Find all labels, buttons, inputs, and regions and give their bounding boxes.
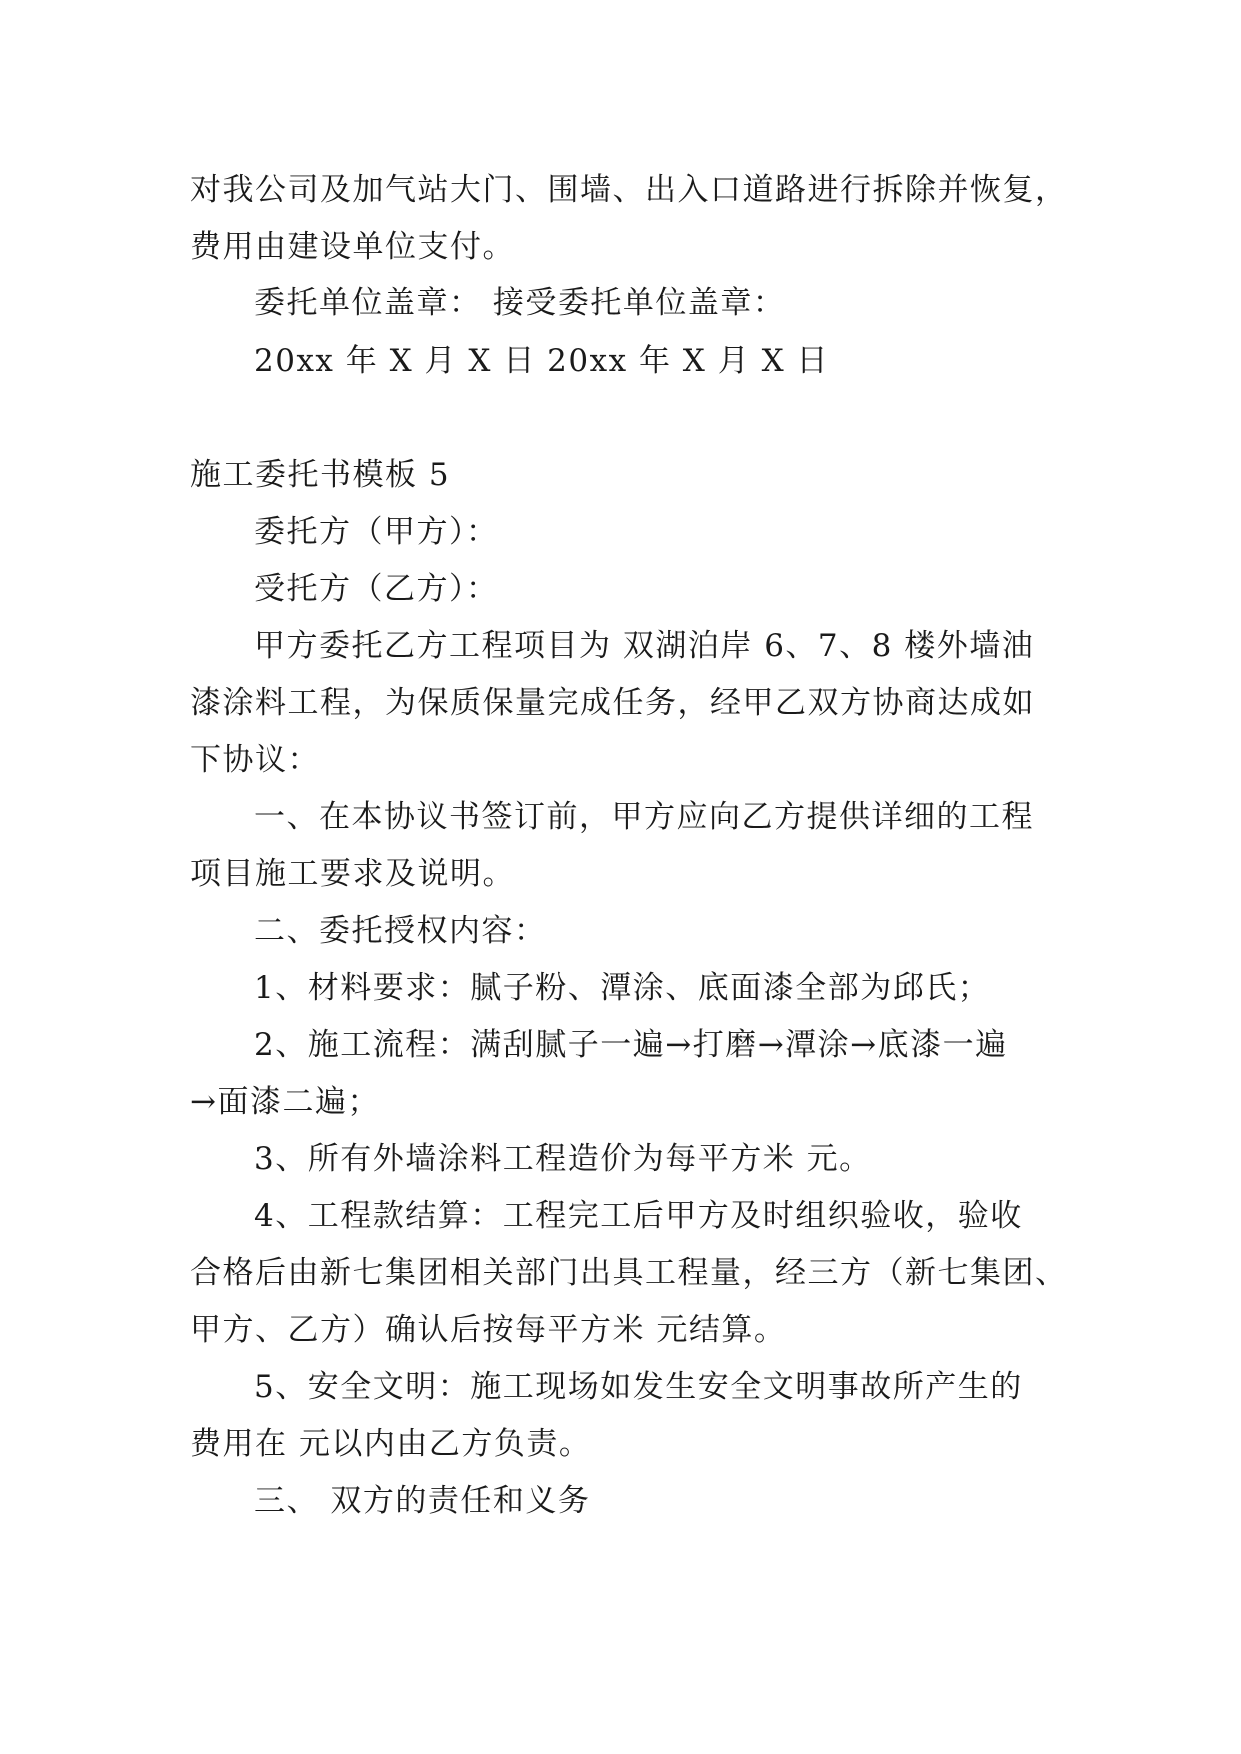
body-text-line: 费用由建设单位支付。 (190, 229, 515, 265)
body-text-line: 甲方委托乙方工程项目为 双湖泊岸 6、7、8 楼外墙油 (254, 628, 1035, 664)
party-a-line: 委托方（甲方）： (254, 514, 499, 550)
body-text-line: 对我公司及加气站大门、围墙、出入口道路进行拆除并恢复， (190, 172, 1068, 208)
list-item: 2、施工流程：满刮腻子一遍→打磨→潭涂→底漆一遍 (254, 1027, 1008, 1063)
list-item: 1、材料要求：腻子粉、潭涂、底面漆全部为邱氏； (254, 970, 991, 1006)
body-text-line: 费用在 元以内由乙方负责。 (190, 1426, 592, 1462)
signature-labels-line: 委托单位盖章： 接受委托单位盖章： (254, 285, 786, 321)
list-item: 5、安全文明：施工现场如发生安全文明事故所产生的 (254, 1369, 1023, 1405)
list-item: 3、所有外墙涂料工程造价为每平方米 元。 (254, 1141, 872, 1177)
list-item: 4、工程款结算：工程完工后甲方及时组织验收，验收 (254, 1198, 1023, 1234)
clause-heading: 一、在本协议书签订前，甲方应向乙方提供详细的工程 (254, 799, 1034, 835)
body-text-line: 合格后由新七集团相关部门出具工程量，经三方（新七集团、 (190, 1255, 1068, 1291)
party-b-line: 受托方（乙方）： (254, 571, 499, 607)
section-title: 施工委托书模板 5 (190, 457, 451, 493)
body-text-line: 下协议： (190, 742, 320, 778)
body-text-line: 漆涂料工程，为保质保量完成任务，经甲乙双方协商达成如 (190, 685, 1035, 721)
signature-dates-line: 20xx 年 X 月 X 日 20xx 年 X 月 X 日 (254, 343, 829, 379)
clause-heading: 二、委托授权内容： (254, 913, 547, 949)
body-text-line: 甲方、乙方）确认后按每平方米 元结算。 (190, 1312, 787, 1348)
body-text-line: →面漆二遍； (190, 1084, 380, 1120)
clause-heading: 三、 双方的责任和义务 (254, 1483, 591, 1519)
body-text-line: 项目施工要求及说明。 (190, 856, 515, 892)
